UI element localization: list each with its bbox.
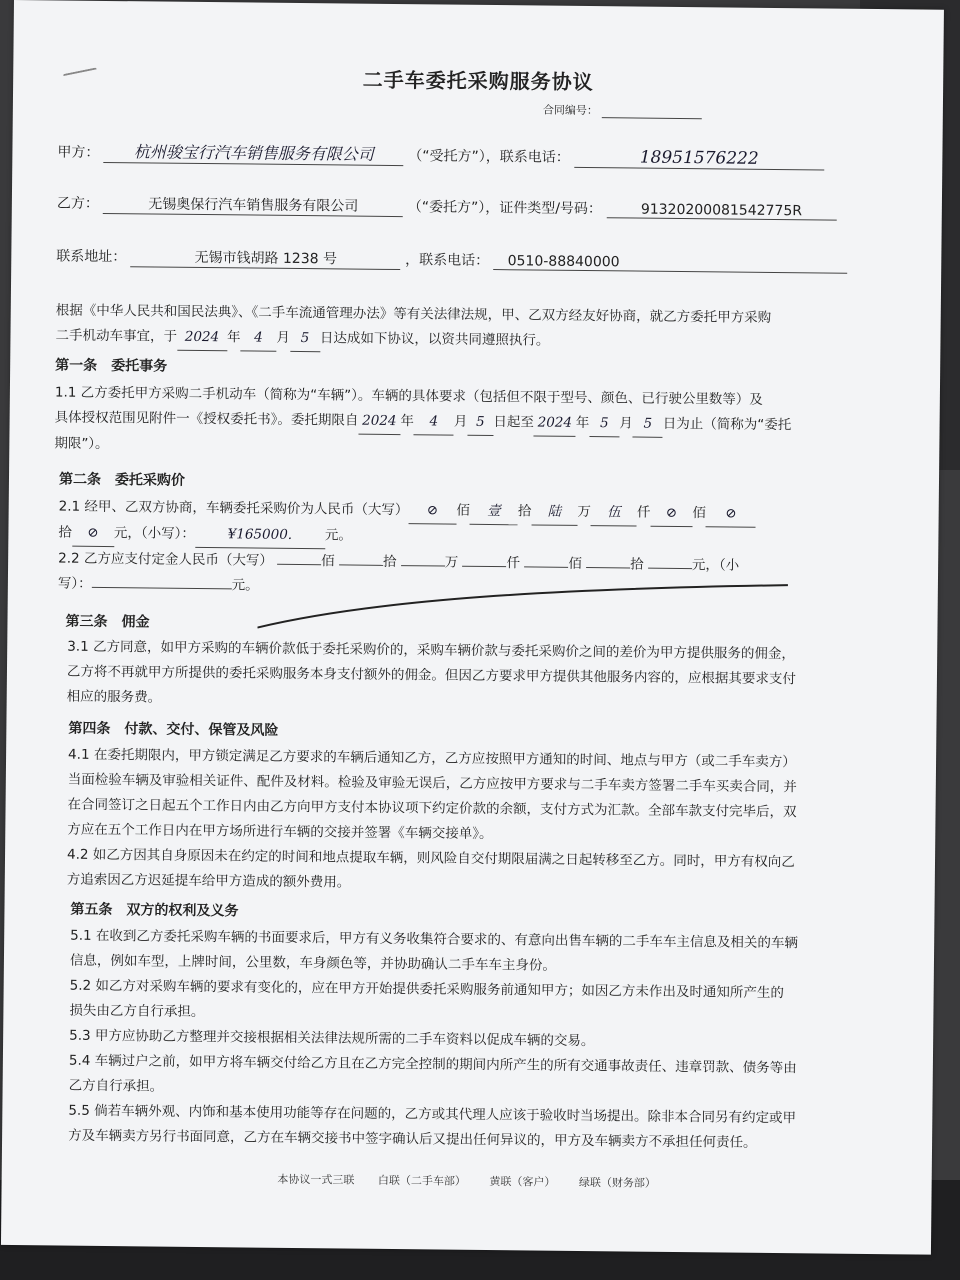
article-5-line-9: 方及车辆卖方另行书面同意，乙方在车辆交接书中签字确认后又提出任何异议的，甲方及车辆卖方不承担任何责任。 [68, 1127, 757, 1151]
period-end-year-unit: 年 [575, 414, 590, 432]
price-unit-shi: 拾 [517, 503, 532, 520]
footer-white-copy: 白联（二手车部） [377, 1173, 466, 1188]
intro-paragraph [55, 298, 855, 357]
article-5-line-2: 信息，例如车型，上牌时间，公里数，车身颜色等，并协助确认二手车车主身份。 [69, 952, 557, 974]
article-1-line-3: 期限”）。 [54, 435, 109, 453]
address-phone-label: ，联系电话： [405, 252, 490, 269]
intro-year-unit: 年 [226, 329, 241, 346]
price-qian: 伍 [591, 500, 637, 526]
article-4-line-4: 方应在五个工作日内在甲方场所进行车辆的交接并签署《车辆交接单》。 [67, 821, 493, 843]
footer-yellow-copy: 黄联（客户） [489, 1175, 556, 1189]
article-5-line-7: 乙方自行承担。 [68, 1077, 164, 1095]
period-end-year: 2024 [534, 410, 576, 436]
deposit-label: 2.2 乙方应支付定金人民币（大写） [58, 550, 273, 569]
article-5-line-6: 5.4 车辆过户之前，如甲方将车辆交付给乙方且在乙方完全控制的期间内所产生的所有交通事故责任、违章罚款、债务等由 [68, 1052, 797, 1077]
deposit-unit-7: 元，（小 [691, 557, 740, 574]
intro-day: 5 [290, 326, 320, 352]
address-phone: 0510-88840000 [494, 253, 848, 274]
period-start-day: 5 [467, 410, 493, 436]
party-a-row [57, 138, 824, 170]
article-5-line-5: 5.3 甲方应协助乙方整理并交接根据相关法律法规所需的二手车资料以促成车辆的交易。 [69, 1027, 595, 1050]
deposit-unit-3: 万 [444, 554, 459, 571]
price-shi: ⊘ [706, 501, 756, 528]
article-5-line-1: 5.1 在收到乙方委托采购车辆的书面要求后，甲方有义务收集符合要求的、有意向出售车辆的二手车车主信息及相关的车辆 [70, 927, 799, 952]
contract-number [543, 102, 702, 120]
article-3-line-1: 3.1 乙方同意，如甲方采购的车辆价款低于委托采购价的，采购车辆价款与委托采购价之间的差价为甲方提供服务的佣金， [67, 638, 796, 663]
price-unit-bai-2: 佰 [692, 505, 707, 522]
article-4-line-6: 方追索因乙方迟延提车给甲方造成的额外费用。 [66, 871, 351, 891]
party-b-label: 乙方： [56, 195, 99, 212]
footer-green-copy: 绿联（财务部） [578, 1175, 656, 1190]
deposit-blank-2 [339, 564, 383, 565]
deposit-unit-5: 佰 [568, 555, 582, 572]
article-1-line-2-suffix: 日为止（简称为“委托 [662, 415, 792, 434]
article-3-line-2: 乙方将不再就甲方所提供的委托采购服务本身支付额外的佣金。但因乙方要求甲方提供其他服务内容的，应根据其要求支付 [66, 663, 797, 688]
article-4-heading: 第四条 付款、交付、保管及风险 [68, 720, 279, 739]
price-line-2-suffix: 元。 [324, 527, 352, 544]
article-4-line-3: 在合同签订之日起五个工作日内由乙方向甲方支付本协议项下约定价款的余额，支付方式为汇款。全部车款支付完毕后，双 [67, 796, 797, 821]
contract-page [1, 0, 944, 1255]
party-b-name: 无锡奥保行汽车销售服务有限公司 [103, 193, 403, 217]
article-3-heading: 第三条 佣金 [65, 613, 150, 631]
article-5-heading: 第五条 双方的权利及义务 [70, 901, 239, 920]
price-unit-wan: 万 [577, 503, 592, 521]
deposit-blank-1 [277, 564, 321, 565]
article-1-line-1: 1.1 乙方委托甲方采购二手机动车（简称为“车辆”）。车辆的具体要求（包括但不限于型号、颜色、已行驶公里数等）及 [54, 384, 763, 408]
price-ten-thousand: 壹 [470, 499, 518, 526]
deposit-blank-7 [648, 568, 692, 569]
price-hundred-thousand: ⊘ [408, 498, 456, 525]
article-4-line-1: 4.1 在委托期限内，甲方锁定满足乙方要求的车辆后通知乙方，乙方应按照甲方通知的时间、地点与甲方（或二手车卖方） [68, 746, 796, 771]
deposit-unit-1: 佰 [321, 553, 335, 570]
party-b-id-number: 91320200081542775R [606, 201, 836, 220]
intro-year: 2024 [177, 325, 227, 352]
address-label: 联系地址： [56, 248, 127, 266]
article-4-line-2: 当面检验车辆及审验相关证件、配件及材料。检验及审验无误后，乙方应按甲方要求与二手车卖方签署二手车买卖合同，并 [67, 771, 797, 796]
price-unit-qian: 仟 [636, 504, 651, 521]
period-start-suffix: 日起至 [493, 414, 534, 431]
period-start-year-unit: 年 [400, 413, 414, 430]
article-3-line-3: 相应的服务费。 [66, 688, 162, 706]
party-b-row [57, 192, 837, 221]
price-line-2-prefix: 拾 [58, 524, 73, 541]
period-end-month: 5 [589, 411, 619, 437]
party-b-role: （“委托方”），证件类型/号码： [407, 199, 603, 218]
party-a-name: 杭州骏宝行汽车销售服务有限公司 [104, 139, 404, 166]
deposit-small-blank [92, 587, 232, 589]
deposit-unit-2: 拾 [382, 553, 397, 571]
article-5-line-4: 损失由乙方自行承担。 [69, 1002, 205, 1021]
price-small-value: ¥165000. [195, 522, 325, 549]
period-start-month: 4 [414, 409, 454, 435]
page-footer [2, 1168, 932, 1194]
contract-number-label: 合同编号： [542, 103, 598, 118]
price-bai: ⊘ [650, 501, 692, 527]
address-row [56, 245, 848, 274]
price-wan: 陆 [531, 499, 577, 525]
address-value: 无锡市钱胡路 1238 号 [131, 246, 401, 270]
article-5-body [68, 924, 870, 1157]
price-unit-bai: 佰 [456, 502, 471, 519]
article-1-heading: 第一条 委托事务 [55, 357, 168, 375]
article-5-line-3: 5.2 如乙方对采购车辆的要求有变化的，应在甲方开始提供委托采购服务前通知甲方；如因乙方未作出及时通知所产生的 [69, 977, 784, 1002]
intro-line-2-prefix: 二手机动车事宜，于 [55, 327, 178, 345]
article-1-line-2-prefix: 具体授权范围见附件一《授权委托书》。委托期限自 [54, 409, 359, 429]
price-small-label: 元，（小写）： [113, 525, 196, 542]
party-a-role: （“受托方”），联系电话： [408, 148, 570, 166]
deposit-unit-6: 拾 [630, 556, 644, 573]
deposit-small-label: 写）： [57, 575, 92, 592]
intro-line-1: 根据《中华人民共和国民法典》、《二手车流通管理办法》等有关法律法规，甲、乙双方经友好协商，就乙方委托甲方采购 [55, 302, 772, 326]
period-start-year: 2024 [358, 409, 400, 435]
article-5-line-8: 5.5 倘若车辆外观、内饰和基本使用功能等存在问题的，乙方或其代理人应该于验收时当场提出。除非本合同另有约定或甲 [68, 1102, 797, 1127]
article-2-heading: 第二条 委托采购价 [58, 471, 186, 489]
article-1-body [54, 380, 855, 464]
party-a-label: 甲方： [57, 144, 100, 161]
price-yuan: ⊘ [72, 521, 114, 547]
intro-month: 4 [240, 325, 276, 351]
period-end-month-unit: 月 [619, 415, 633, 432]
strike-through-curve [257, 578, 798, 644]
footer-copies: 本协议一式三联 [277, 1172, 355, 1187]
deposit-blank-4 [463, 566, 507, 567]
period-start-month-unit: 月 [453, 413, 468, 430]
page-title: 二手车委托采购服务协议 [362, 67, 594, 95]
deposit-unit-4: 仟 [506, 555, 521, 572]
article-3-body [67, 635, 868, 718]
intro-month-unit: 月 [276, 329, 291, 346]
deposit-blank-6 [586, 567, 630, 568]
party-a-phone: 18951576222 [574, 147, 824, 171]
article-4-body [67, 743, 869, 901]
intro-line-2-suffix: 日达成如下协议，以资共同遵照执行。 [319, 330, 550, 349]
period-end-day: 5 [633, 412, 663, 438]
deposit-blank-3 [401, 565, 445, 566]
price-line-1-prefix: 2.1 经甲、乙双方协商，车辆委托采购价为人民币（大写） [58, 498, 409, 519]
deposit-blank-5 [524, 566, 568, 567]
article-4-line-5: 4.2 如乙方因其自身原因未在约定的时间和地点提取车辆，则风险自交付期限届满之日起转移至乙方。同时，甲方有权向乙 [66, 846, 795, 871]
deposit-line-2-suffix: 元。 [231, 577, 259, 594]
contract-number-blank [602, 105, 702, 119]
